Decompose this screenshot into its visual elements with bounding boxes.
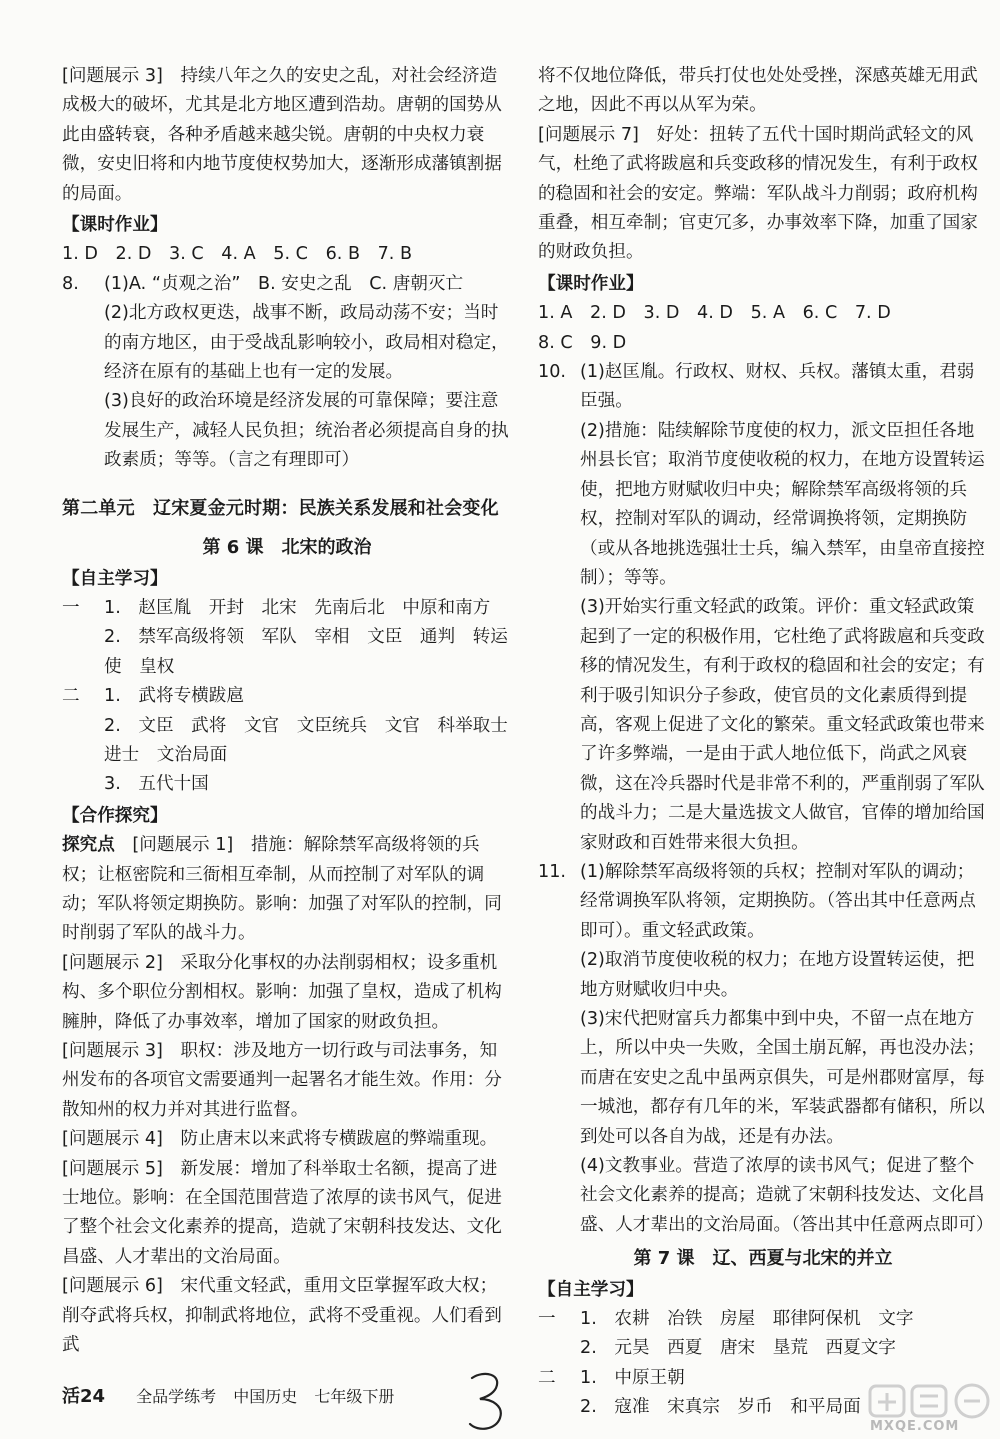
answer-part: (4)文教事业。营造了浓厚的读书风气；促进了整个社会文化素养的提高；造就了宋朝科技发达、文化昌盛、人才辈出的文治局面。（答出其中任意两点即可） [580,1156,994,1235]
answer-part: (2)取消节度使收税的权力；在地方设置转运使，把地方财赋收归中央。 [580,950,975,1000]
answer-part: (1)赵匡胤。行政权、财权、兵权。藩镇太重，君弱臣强。 [580,362,975,412]
answer-part: (2)措施：陆续解除节度使的权力，派文臣担任各地州县长官；取消节度使收税的权力，在地方设置转运使，把地方财赋收归中央；解除禁军高级将领的兵权，控制对军队的调动，经常调换将领，定期换防（或从各地挑选强壮士兵，编入禁军，由皇帝直接控制）；等等。 [580,420,985,588]
answer-line: 1. 武将专横跋扈 [104,686,244,707]
page-number: 活24 [62,1386,106,1407]
answer-part: (1)解除禁军高级将领的兵权；控制对军队的调动；经常调换军队将领，定期换防。（答出其中任意两点即可）。重文轻武政策。 [580,861,976,941]
question-number: 11. [538,861,566,882]
part-number: 二 [538,1367,556,1388]
footer-subject: 中国历史 [233,1387,298,1406]
paragraph-problem-3-tang: [问题展示 3] 持续八年之久的安史之乱，对社会经济造成极大的破坏，尤其是北方地区遭到浩劫。唐朝的国势从此由盛转衰，各种矛盾越来越尖锐。唐朝的中央权力衰微，安史旧将和内地节度使权势加大，逐渐形成藩镇割据的局面。 [62,66,502,204]
answer-part: (1)A. “贞观之治” B. 安史之乱 C. 唐朝灭亡 [104,273,464,294]
answer-line: 2. 禁军高级将领 军队 宰相 文臣 通判 转运使 皇权 [104,627,508,677]
question-number: 8. [62,273,79,294]
paragraph-problem-3: [问题展示 3] 职权：涉及地方一切行政与司法事务，知州发布的各项官文需要通判一起署名才能生效。作用：分散知州的权力并对其进行监督。 [62,1041,502,1120]
handwritten-mark-icon [458,1368,518,1434]
footer-grade: 七年级下册 [314,1387,395,1406]
answer-line: 2. 元昊 西夏 唐宋 垦荒 西夏文字 [580,1338,896,1359]
answer-line: 2. 文臣 武将 文官 文臣统兵 文官 科举取士 进士 文治局面 [104,715,526,765]
watermark-text: MXQE.COM [870,1419,960,1434]
unit-title: 第二单元 辽宋夏金元时期：民族关系发展和社会变化 [62,497,499,519]
self-study-part-1 [538,1305,988,1334]
paragraph-problem-5: [问题展示 5] 新发展：增加了科举取士名额，提高了进士地位。影响：在全国范围营造了浓厚的读书风气，促进了整个社会文化素养的提高，造就了宋朝科技发达、文化昌盛、人才辈出的文治局面。 [62,1158,502,1267]
part-number: 二 [62,686,80,707]
answer-part: (3)良好的政治环境是经济发展的可靠保障；要注意发展生产，减轻人民负担；统治者必须提高自身的执政素质；等等。（言之有理即可） [104,391,509,471]
answer-part: (3)宋代把财富兵力都集中到中央，不留一点在地方上，所以中央一失败，全国土崩瓦解，再也没办法；而唐在安史之乱中虽两京俱失，可是州郡财富厚，每一城池，都存有几年的米，军装武器都有储积，所以到处可以各自为战，还是有办法。 [580,1009,985,1147]
paragraph-problem-2: [问题展示 2] 采取分化事权的办法削弱相权；设多重机构、多个职位分割相权。影响：加强了皇权，造成了机构臃肿，降低了办事效率，增加了国家的财政负担。 [62,952,502,1032]
paragraph-text: [问题展示 1] 措施：解除禁军高级将领的兵权；让枢密院和三衙相互牵制，从而控制了对军队的调动；军队将领定期换防。影响：加强了对军队的控制，同时削弱了军队的战斗力。 [62,835,502,944]
question-11 [538,858,988,946]
section-heading-self-study: 【自主学习】 [538,1279,644,1300]
paragraph-problem-6: [问题展示 6] 宋代重文轻武，重用文臣掌握军政大权；削夺武将兵权，抑制武将地位，武将不受重视。人们看到武 [62,1276,502,1356]
answer-line: 2. 寇准 宋真宗 岁币 和平局面 [580,1397,861,1418]
part-number: 一 [538,1309,556,1330]
answer-line: 1. 赵匡胤 开封 北宋 先南后北 中原和南方 [104,597,491,618]
left-column [62,62,526,1360]
section-heading-self-study: 【自主学习】 [62,568,168,589]
right-column [538,62,994,1423]
question-8 [62,270,512,299]
paragraph-problem-1 [62,831,512,949]
answers-8-9: 8. C 9. D [538,332,627,353]
lesson-title: 第 6 课 北宋的政治 [202,537,372,559]
question-number: 10. [538,362,566,383]
section-heading-homework: 【课时作业】 [538,273,644,294]
self-study-part-2 [62,682,512,711]
answers-1-7: 1. D 2. D 3. C 4. A 5. C 6. B 7. B [62,244,413,265]
paragraph-problem-4: [问题展示 4] 防止唐末以来武将专横跋扈的弊端重现。 [62,1129,498,1150]
self-study-part-1 [62,594,512,623]
answer-line: 1. 农耕 冶铁 房屋 耶律阿保机 文字 [580,1309,914,1330]
answer-part: (2)北方政权更迭，战事不断，政局动荡不安；当时的南方地区，由于受战乱影响较小，政局相对稳定，经济在原有的基础上也有一定的发展。 [104,303,509,383]
paragraph-problem-7: [问题展示 7] 好处：扭转了五代十国时期尚武轻文的风气，杜绝了武将跋扈和兵变政移的情况发生，有利于政权的稳固和社会的安定。弊端：军队战斗力削弱；政府机构重叠，相互牵制；官吏冗多，办事效率下降，加重了国家的财政负担。 [538,124,978,263]
answer-line: 3. 五代十国 [104,774,209,795]
exploration-label: 探究点 [62,835,115,856]
footer-brand: 全品学练考 [136,1387,217,1406]
answer-line: 1. 中原王朝 [580,1367,685,1388]
section-heading-homework: 【课时作业】 [62,215,168,236]
section-heading-cooperative: 【合作探究】 [62,805,168,826]
question-10 [538,358,988,417]
part-number: 一 [62,597,80,618]
paragraph-continuation: 将不仅地位降低，带兵打仗也处处受挫，深感英雄无用武之地，因此不再以从军为荣。 [538,66,978,116]
answer-part: (3)开始实行重文轻武的政策。评价：重文轻武政策起到了一定的积极作用，它杜绝了武将跋扈和兵变政移的情况发生，有利于政权的稳固和社会的安定；有利于吸引知识分子参政，使官员的文化素质得到提高，客观上促进了文化的繁荣。重文轻武政策也带来了许多弊端，一是由于武人地位低下，尚武之风衰微，这在冷兵器时代是非常不利的，严重削弱了军队的战斗力；二是大量选拔文人做官，官俸的增加给国家财政和百姓带来很大负担。 [580,597,985,853]
page-footer [62,1382,406,1408]
answers-1-7: 1. A 2. D 3. D 4. D 5. A 6. C 7. D [538,303,891,324]
lesson-title: 第 7 课 辽、西夏与北宋的并立 [633,1248,893,1270]
